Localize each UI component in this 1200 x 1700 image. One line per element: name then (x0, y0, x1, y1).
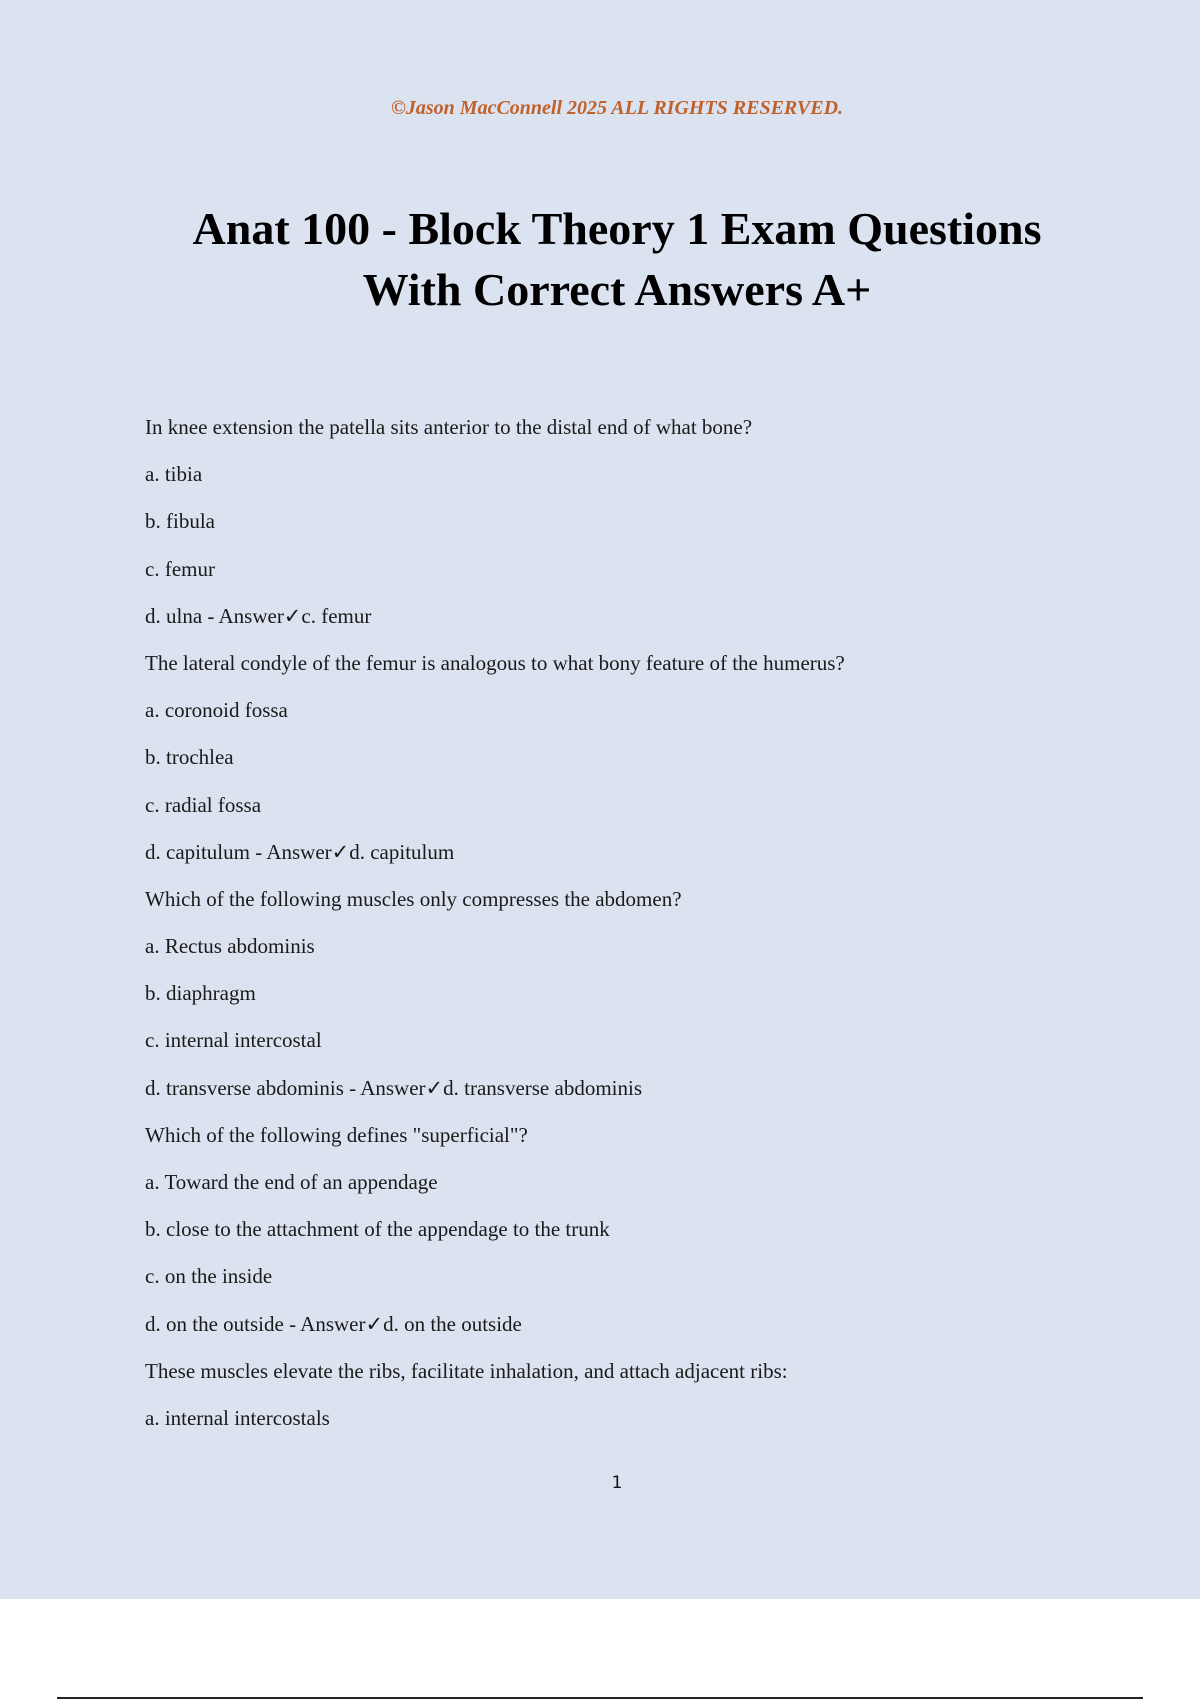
answer-option: c. on the inside (145, 1264, 273, 1289)
answer-option: a. Toward the end of an appendage (145, 1170, 438, 1194)
answer-option: c. internal intercostal (145, 1028, 322, 1053)
answer-option-with-correct-answer: d. transverse abdominis - Answer✓d. transverse abdominis (145, 1075, 642, 1100)
answer-option: a. Rectus abdominis (145, 934, 315, 959)
answer-option: b. close to the attachment of the appendage to the trunk (145, 1217, 610, 1242)
answer-option-with-correct-answer: d. ulna - Answer✓c. femur (145, 603, 372, 628)
question-text: Which of the following defines "superficial"? (145, 1122, 528, 1147)
copyright-notice: ©Jason MacConnell 2025 ALL RIGHTS RESERVED. (390, 97, 844, 119)
answer-option: b. diaphragm (145, 981, 256, 1006)
footer-divider (57, 1697, 1143, 1699)
answer-option: b. trochlea (145, 745, 234, 770)
question-text: These muscles elevate the ribs, facilitate inhalation, and attach adjacent ribs: (145, 1358, 788, 1383)
question-text: Which of the following muscles only compresses the abdomen? (145, 886, 682, 911)
answer-option: a. internal intercostals (145, 1405, 330, 1430)
question-text: In knee extension the patella sits anterior to the distal end of what bone? (145, 415, 753, 439)
question-list (145, 412, 1145, 1450)
answer-option: c. femur (145, 556, 215, 581)
answer-option: a. tibia (145, 462, 203, 487)
answer-option: c. radial fossa (145, 792, 262, 817)
page-number: 1 (611, 1473, 623, 1493)
answer-option-with-correct-answer: d. capitulum - Answer✓d. capitulum (145, 839, 455, 864)
question-text: The lateral condyle of the femur is analogous to what bony feature of the humerus? (145, 650, 845, 675)
answer-option-with-correct-answer: d. on the outside - Answer✓d. on the outside (145, 1311, 522, 1336)
answer-option: b. fibula (145, 509, 215, 534)
page-title (100, 198, 1134, 320)
title-line-1: Anat 100 - Block Theory 1 Exam Questions (192, 203, 1042, 254)
answer-option: a. coronoid fossa (145, 698, 288, 723)
title-line-2: With Correct Answers A+ (362, 264, 872, 315)
